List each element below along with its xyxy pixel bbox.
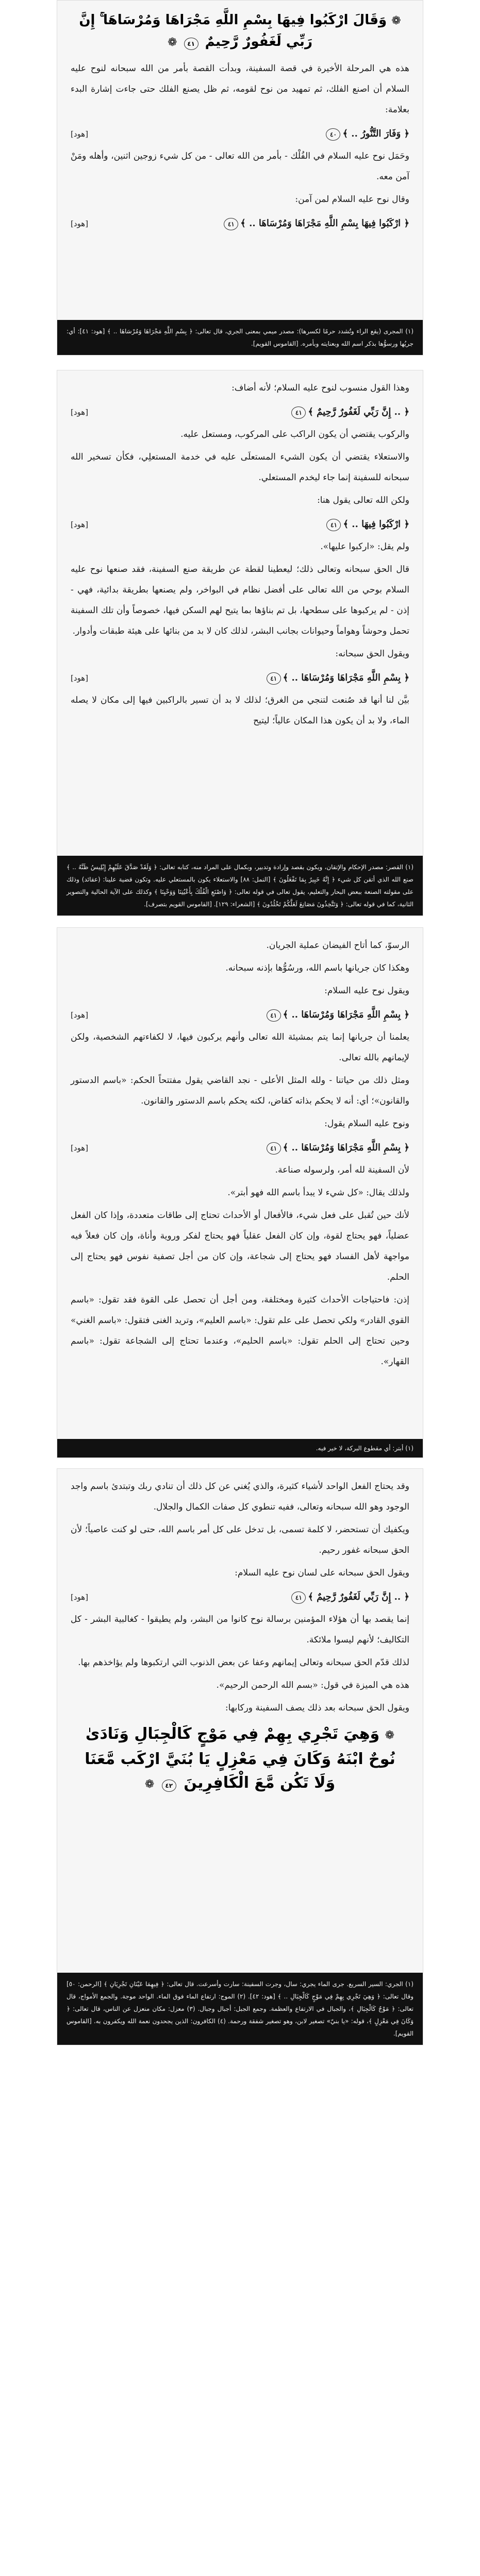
paragraph: وهذا القول منسوب لنوح عليه السلام؛ لأنه أضاف: bbox=[231, 383, 409, 393]
paragraph: يعلمنا أن جريانها إنما يتم بمشيئة الله تعالى وأنهم يركبون فيها، لا لكفاءتهم الشخصية، ولكن لإيمانهم بالله تعالى. bbox=[71, 1032, 409, 1063]
aya-number: ٤١ bbox=[184, 38, 198, 50]
surah-ref: [هود] bbox=[71, 1143, 89, 1153]
verse-banner bbox=[71, 8, 409, 58]
paragraph: ولم يقل: «اركبوا عليها». bbox=[320, 541, 409, 552]
page-4 bbox=[57, 1468, 423, 2045]
paragraph: ويقول الحق سبحانه بعد ذلك يصف السفينة وركابها: bbox=[225, 1703, 409, 1713]
surah-ref: [هود] bbox=[71, 1592, 89, 1602]
paragraph: الرسوّ، كما أتاح الفيضان عملية الجريان. bbox=[266, 940, 409, 951]
quran-quote: ﴿ ارْكَبُوا فِيهَا .. ﴾٤١ [هود] bbox=[71, 513, 409, 536]
paragraph: لذلك قدّم الحق سبحانه وتعالى إيمانهم وعفا عن بعض الذنوب التي ارتكبوها ولم يؤاخذهم بها. bbox=[78, 1657, 409, 1668]
banner-text: وَقَالَ ارْكَبُوا فِيهَا بِسْمِ اللَّهِ مَجْرَاهَا وَمُرْسَاهَا ۚ إِنَّ رَبِّي لَغَفُورٌ رَّحِيمٌ bbox=[79, 12, 387, 49]
paragraph: قال الحق سبحانه وتعالى ذلك؛ ليعطينا لقطة عن طريقة صنع السفينة، فقد صنعها نوح عليه السلام بوحي من الله تعالى على أفضل نظام في البواخر، ولم يصنعها بطريقة بدائية، فهي - إذن - لم يركبوها على سطحها، بل تم بناؤها بما يتيح لهم السكن فيها، خصوصاً وأن تلك السفينة تحمل وحوشاً وهواماً وحيوانات بجانب البشر، لذلك كان لا بد من بنائها على هيئة طبقات وأدوار. bbox=[71, 564, 409, 636]
footnotes: (١) الجري: السير السريع. جرى الماء يجري: سال، وجرت السفينة: سارت وأسرعت. قال تعالى: ﴿ فِيهِمَا عَيْنَانِ تَجْرِيَانِ ﴾ [الرحمن: ٥٠] وقال تعالى: ﴿ وَهِيَ تَجْرِي بِهِمْ فِي مَوْجٍ كَالْجِبَالِ .. ﴾ [هود: ٤٢]. (٢) الموج: ارتفاع الماء فوق الماء. الواحد موجة. والجمع الأمواج، قال تعالى: ﴿ مَوْجٌ كَالْجِبَالِ ﴾، والجبال في الارتفاع والعظمة. وجمع الجبل: أجبال وجبال. (٣) معزل: مكان منعزل عن الناس، قال تعالى: ﴿ وَكَانَ فِي مَعْزِلٍ ﴾، قوله: «يا بنيّ» تصغير لابن، وهو تصغير شفقة ورحمة. (٤) الكافرون: الذين يجحدون نعمة الله ويكفرون به. [القاموس القويم]. bbox=[57, 1973, 423, 2045]
verse-banner bbox=[71, 1720, 409, 1802]
ornament-icon: ❁ bbox=[385, 1729, 395, 1742]
paragraph: لأن السفينة لله أمر، ولرسوله صناعة. bbox=[275, 1165, 409, 1175]
ornament-icon: ❁ bbox=[391, 14, 401, 27]
ornament-icon: ❁ bbox=[144, 1778, 155, 1791]
page-3 bbox=[57, 927, 423, 1458]
quran-quote: ﴿ وَفَارَ التَّنُّورُ .. ﴾٤٠ [هود] bbox=[71, 122, 409, 146]
ornament-icon: ❁ bbox=[168, 36, 177, 49]
banner-text: وَهِيَ تَجْرِي بِهِمْ فِي مَوْجٍ كَالْجِبَالِ وَنَادَىٰ نُوحٌ ابْنَهُ وَكَانَ فِي مَعْزِلٍ يَا بُنَيَّ ارْكَب مَّعَنَا وَلَا تَكُن مَّعَ الْكَافِرِينَ bbox=[85, 1725, 395, 1792]
paragraph: إنما يقصد بها أن هؤلاء المؤمنين برسالة نوح كانوا من البشر، ولم يطيقوا - كغالبية البشر - كل التكاليف؛ لأنهم ليسوا ملائكة. bbox=[71, 1614, 409, 1645]
quran-quote: ﴿ .. إِنَّ رَبِّي لَغَفُورٌ رَّحِيمٌ ﴾٤١ [هود] bbox=[71, 1585, 409, 1609]
quran-quote: ﴿ بِسْمِ اللَّهِ مَجْرَاهَا وَمُرْسَاهَا .. ﴾٤١ [هود] bbox=[71, 666, 409, 690]
paragraph: ومثل ذلك من حياتنا - ولله المثل الأعلى - نجد القاضي يقول مفتتحاً الحكم: «باسم الدستور والقانون»؛ أي: أنه لا يحكم بذاته كقاض، لكنه يحكم باسم الدستور والقانون. bbox=[71, 1075, 409, 1106]
surah-ref: [هود] bbox=[71, 129, 89, 139]
paragraph: بيَّن لنا أنها قد صُنعت لتنجي من الغرق؛ لذلك لا بد أن تسير بالراكبين فيها إلى مكان لا يصله الماء، ولا بد أن يكون هذا المكان عالياً؛ ليتيح bbox=[71, 695, 409, 726]
surah-ref: [هود] bbox=[71, 219, 89, 228]
quran-quote: ﴿ .. إِنَّ رَبِّي لَغَفُورٌ رَّحِيمٌ ﴾٤١ [هود] bbox=[71, 400, 409, 424]
paragraph: وقال نوح عليه السلام لمن آمن: bbox=[295, 194, 409, 205]
paragraph: ويكفيك أن تستحضر، لا كلمة تسمى، بل تدخل على كل أمر باسم الله، حتى لو كنت عاصياً؛ لأن الحق سبحانه غفور رحيم. bbox=[71, 1524, 409, 1555]
paragraph: وقد يحتاج الفعل الواحد لأشياء كثيرة، والذي يُغني عن كل ذلك أن تنادي ربك وتبتدئ باسم واجد الوجود وهو الله سبحانه وتعالى، ففيه تنطوي كل صفات الكمال والجلال. bbox=[71, 1481, 409, 1512]
quran-quote: ﴿ بِسْمِ اللَّهِ مَجْرَاهَا وَمُرْسَاهَا .. ﴾٤١ [هود] bbox=[71, 1136, 409, 1160]
aya-number: ٤٢ bbox=[162, 1780, 176, 1792]
quran-quote: ﴿ ارْكَبُوا فِيهَا بِسْمِ اللَّهِ مَجْرَاهَا وَمُرْسَاهَا .. ﴾٤١ [هود] bbox=[71, 212, 409, 235]
paragraph: ولكن الله تعالى يقول هنا: bbox=[317, 495, 409, 505]
paragraph: ولذلك يقال: «كل شيء لا يبدأ باسم الله فهو أبتر». bbox=[227, 1188, 409, 1198]
paragraph: هذه هي المرحلة الأخيرة في قصة السفينة، وبدأت القصة بأمر من الله سبحانه لنوح عليه السلام أن اصنع الفلك، ثم تمهيد من نوح لقومه، ثم ظل يصنع الفلك حتى جاءت إشارة البدء بعلامة: bbox=[71, 63, 409, 115]
page-1 bbox=[57, 0, 423, 355]
surah-ref: [هود] bbox=[71, 1010, 89, 1020]
paragraph: والاستعلاء يقتضي أن يكون الشيء المستعلَى عليه في خدمة المستعلِي، فكأن تسخير الله سبحانه للسفينة إنما جاء ليخدم المستعلي. bbox=[71, 452, 409, 483]
paragraph: ويقول نوح عليه السلام: bbox=[324, 986, 409, 996]
paragraph: ويقول الحق سبحانه: bbox=[335, 649, 409, 659]
surah-ref: [هود] bbox=[71, 673, 89, 683]
surah-ref: [هود] bbox=[71, 520, 89, 529]
surah-ref: [هود] bbox=[71, 408, 89, 417]
page-2 bbox=[57, 370, 423, 916]
paragraph: ونوح عليه السلام يقول: bbox=[324, 1118, 409, 1129]
paragraph: وحَمَل نوح عليه السلام في الفُلْك - بأمر من الله تعالى - من كل شيء زوجين اثنين، وأهله ومَنْ آمن معه. bbox=[71, 151, 409, 182]
footnotes: (١) المجرى (يقع الراء وتُشدد حرمًا لكسرها): مصدر ميمي بمعنى الجري، قال تعالى: ﴿ بِسْمِ اللَّهِ مَجْرَاهَا وَمُرْسَاهَا .. ﴾ [هود: ٤١]: أي: جريُها ورسوُّها بذكر اسم الله وبعنايته وبأمره. [القاموس القويم]. bbox=[57, 320, 423, 355]
quran-quote: ﴿ بِسْمِ اللَّهِ مَجْرَاهَا وَمُرْسَاهَا .. ﴾٤١ [هود] bbox=[71, 1003, 409, 1027]
paragraph: إذن: فاحتياجات الأحداث كثيرة ومختلفة، ومن أجل أن تحصل على القوة فقد تقول: «باسم القوي القادر» ولكي تحصل على علم تقول: «باسم العليم»، وتريد الغنى فتقول: «باسم الغني» وحين تحتاج إلى الحلم تقول: «باسم الحليم»، وعندما تحتاج إلى الشجاعة تقول: «باسم القهار». bbox=[71, 1295, 409, 1367]
footnotes: (١) القصر: مصدر الإحكام والإتقان، ويكون بقصد وإرادة وتدبير، وبكمال على المراد منه، كتابه تعالى: ﴿ وَلَقَدْ صَدَّقَ عَلَيْهِمْ إِبْلِيسُ ظَنَّهُ .. ﴾ صنع الله الذي أتقن كل شيء ﴿ إِنَّهُ خَبِيرٌ بِمَا تَفْعَلُونَ ﴾ [النمل: ٨٨] والاستعلاء يكون بالمستعلي عليه. وتكون قضية علينا: (عقائد) وذلك على مقولته الصنعة ببعض البحار والتعليم، يقول تعالى في قوله تعالى: ﴿ وَاصْنَعِ الْفُلْكَ بِأَعْيُنِنَا وَوَحْيِنَا ﴾ وكذلك على الآية الحالية والتصوير الثانية، كما في قوله تعالى: ﴿ وَتَتَّخِذُونَ مَصَانِعَ لَعَلَّكُمْ تَخْلُدُونَ ﴾ [الشعراء: ١٢٩]. [القاموس القويم بتصرف]. bbox=[57, 856, 423, 916]
paragraph: هذه هي الميزة في قول: «بسم الله الرحمن الرحيم». bbox=[216, 1680, 409, 1690]
paragraph: ويقول الحق سبحانه على لسان نوح عليه السلام: bbox=[235, 1568, 409, 1578]
footnotes: (١) أبتر: أي مقطوع البركة، لا خير فيه. bbox=[57, 1439, 423, 1458]
paragraph: وهكذا كان جريانها باسم الله، ورسُوُّها بإذنه سبحانه. bbox=[225, 963, 409, 973]
paragraph: والركوب يقتضي أن يكون الراكب على المركوب، ومستعل عليه. bbox=[180, 429, 409, 439]
paragraph: لأنك حين تُقبل على فعل شيء، فالأفعال أو الأحداث تحتاج إلى طاقات متعددة، وإذا كان الفعل عضلياً، فهو يحتاج لقوة، وإن كان الفعل عقلياً فهو يحتاج لفكر وروية وأناة، وإن كان فعلاً فيه مواجهة لأهل الفساد فهو يحتاج إلى شجاعة، وإن كان من أجل تصفية نفوس فهو يحتاج إلى الحلم. bbox=[71, 1210, 409, 1282]
